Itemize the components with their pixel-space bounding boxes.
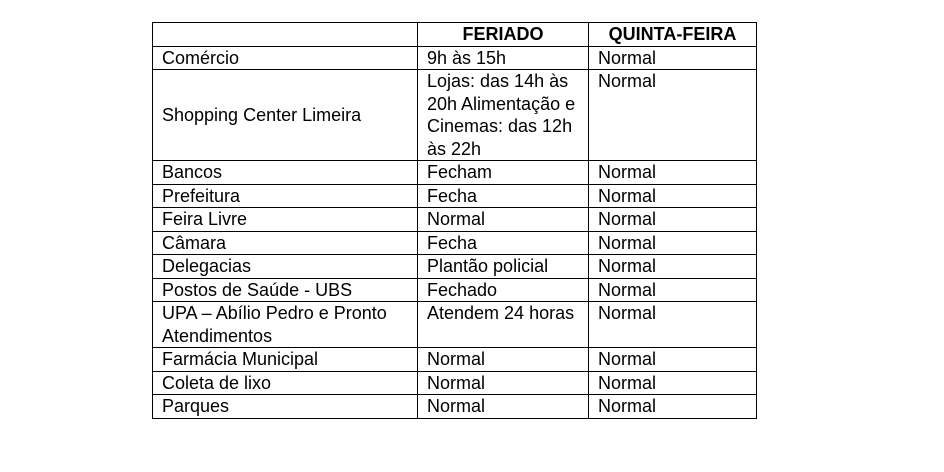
table-row [153,46,757,70]
row-label: Farmácia Municipal [153,348,418,372]
quinta-cell: Normal [589,395,757,419]
quinta-cell: Normal [589,208,757,232]
header-empty [153,23,418,47]
table-row [153,371,757,395]
quinta-cell: Normal [589,184,757,208]
quinta-cell: Normal [589,255,757,279]
feriado-cell: Lojas: das 14h às 20h Alimentação e Cinemas: das 12h às 22h [418,70,589,161]
feriado-cell: Normal [418,208,589,232]
row-label: Prefeitura [153,184,418,208]
feriado-cell: Fecha [418,184,589,208]
table-row [153,278,757,302]
quinta-cell: Normal [589,231,757,255]
quinta-cell: Normal [589,278,757,302]
row-label: Delegacias [153,255,418,279]
quinta-cell: Normal [589,302,757,348]
feriado-cell: Fecham [418,161,589,185]
feriado-cell: Fecha [418,231,589,255]
feriado-cell: Normal [418,348,589,372]
row-label: Parques [153,395,418,419]
table-row [153,208,757,232]
row-label: Coleta de lixo [153,371,418,395]
row-label: Comércio [153,46,418,70]
row-label: UPA – Abílio Pedro e Pronto Atendimentos [153,302,418,348]
table-row [153,302,757,348]
table-row [153,395,757,419]
row-label: Postos de Saúde - UBS [153,278,418,302]
feriado-cell: Normal [418,395,589,419]
quinta-cell: Normal [589,46,757,70]
row-label: Câmara [153,231,418,255]
table-row [153,184,757,208]
row-label: Shopping Center Limeira [153,70,418,161]
table-row [153,161,757,185]
quinta-cell: Normal [589,161,757,185]
header-feriado: FERIADO [418,23,589,47]
table-row [153,70,757,161]
row-label: Feira Livre [153,208,418,232]
feriado-cell: 9h às 15h [418,46,589,70]
quinta-cell: Normal [589,371,757,395]
table-row [153,255,757,279]
quinta-cell: Normal [589,70,757,161]
table-row [153,231,757,255]
header-quinta-feira: QUINTA-FEIRA [589,23,757,47]
row-label: Bancos [153,161,418,185]
table-row [153,348,757,372]
feriado-cell: Atendem 24 horas [418,302,589,348]
feriado-cell: Fechado [418,278,589,302]
quinta-cell: Normal [589,348,757,372]
header-row [153,23,757,47]
feriado-cell: Plantão policial [418,255,589,279]
schedule-table [152,22,757,419]
feriado-cell: Normal [418,371,589,395]
